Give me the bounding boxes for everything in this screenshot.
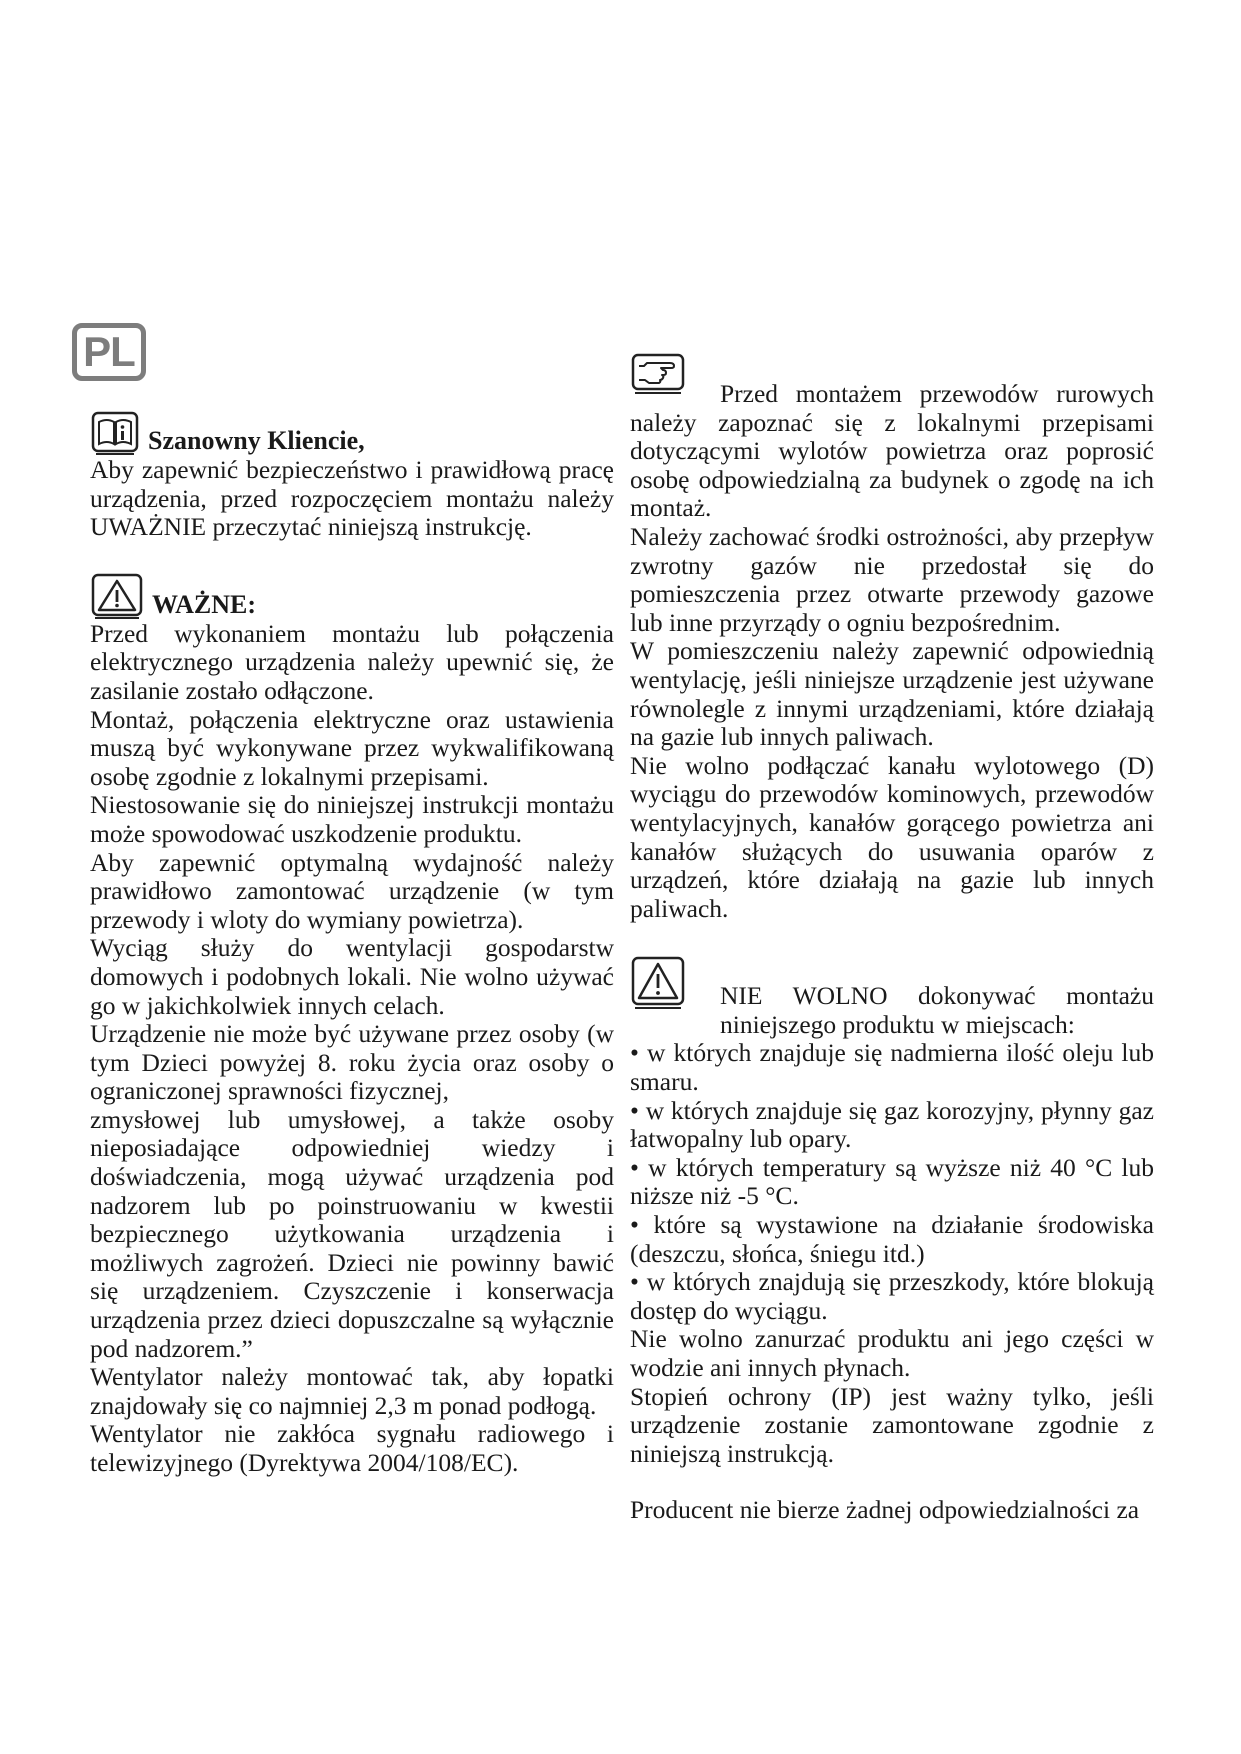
note-paragraph: W pomieszczeniu należy zapewnić odpowiednią wentylację, jeśli niniejsze urządzenie jest używane równolegle z innymi urządzeniami, które działają na gazie lub innych paliwach. [630,636,1154,752]
warning-bullet: • w których znajduje się gaz korozyjny, płynny gaz łatwopalny lub opary. [630,1095,1154,1154]
warning-bullet: • w których znajdują się przeszkody, które blokują dostęp do wyciągu. [630,1267,1154,1325]
manual-info-icon [90,410,140,456]
important-paragraph: Montaż, połączenia elektryczne oraz ustawienia muszą być wykonywane przez wykwalifikowaną osobę zgodnie z lokalnymi przepisami. [90,704,614,791]
important-paragraph: Przed wykonaniem montażu lub połączenia elektrycznego urządzenia należy upewnić się, że zasilanie zostało odłączone. [90,618,614,705]
note-section [630,380,1154,923]
note-paragraph: Przed montażem przewodów rurowych należy zapoznać się z lokalnymi przepisami dotyczącymi wylotów powietrza oraz poprosić osobę odpowiedzialną za budynek o zgodę na ich montaż. [630,379,1154,523]
important-paragraph: Niestosowanie się do niniejszej instrukcji montażu może spowodować uszkodzenie produktu. [90,790,614,848]
note-paragraph: Nie wolno podłączać kanału wylotowego (D) wyciągu do przewodów kominowych, przewodów wentylacyjnych, kanałów gorącego powietrza ani kanałów służących do usuwania oparów z urządzeń, które działają na gazie lub innych paliwach. [630,750,1154,923]
important-heading-row [90,572,614,620]
important-paragraph: Wyciąg służy do wentylacji gospodarstw domowych i podobnych lokali. Nie wolno używać go w jakichkolwiek innych celach. [90,933,614,1020]
warning-bullet: • w których znajduje się nadmierna ilość oleju lub smaru. [630,1038,1154,1097]
important-paragraph: Urządzenie nie może być używane przez osoby (w tym Dzieci powyżej 8. roku życia oraz osoby o ograniczonej sprawności fizycznej, [90,1019,614,1106]
greeting-heading-row [90,410,614,456]
important-heading: WAŻNE: [152,590,257,620]
right-column [630,380,1154,1525]
important-paragraph: Wentylator należy montować tak, aby łopatki znajdowały się co najmniej 2,3 m ponad podłogą. [90,1362,614,1420]
greeting-heading: Szanowny Kliencie, [148,426,365,456]
language-badge: PL [72,323,146,381]
warning-bullet: • które są wystawione na działanie środowiska (deszczu, słońca, śniegu itd.) [630,1210,1154,1268]
warning-bullet: • w których temperatury są wyższe niż 40 °C lub niższe niż -5 °C. [630,1152,1154,1211]
note-paragraph: Należy zachować środki ostrożności, aby przepływ zwrotny gazów nie przedostał się do pomieszczenia przez otwarte przewody gazowe lub inne przyrządy o ogniu bezpośrednim. [630,521,1154,637]
important-paragraph: zmysłowej lub umysłowej, a także osoby nieposiadające odpowiedniej wiedzy i doświadczenia, mogą używać urządzenia pod nadzorem lub po poinstruowaniu w kwestii bezpiecznego użytkowania urządzenia i możliwych zagrożeń. Dzieci nie powinny bawić się urządzeniem. Czyszczenie i konserwacja urządzenia przez dzieci dopuszczalne są wyłącznie pod nadzorem.” [90,1104,614,1363]
warning-section [630,955,1154,1468]
warning-intro: NIE WOLNO dokonywać montażu niniejszego produktu w miejscach: [720,981,1154,1039]
warning-icon [90,572,144,620]
important-paragraph: Aby zapewnić optymalną wydajność należy prawidłowo zamontować urządzenie (w tym przewody i wloty do wymiany powietrza). [90,847,614,934]
important-paragraph: Wentylator nie zakłóca sygnału radiowego i telewizyjnego (Dyrektywa 2004/108/EC). [90,1419,614,1477]
closing-line: Producent nie bierze żadnej odpowiedzialności za [630,1495,1140,1525]
warning-paragraph: Stopień ochrony (IP) jest ważny tylko, jeśli urządzenie zostanie zamontowane zgodnie z niniejszą instrukcją. [630,1381,1154,1468]
warning-paragraph: Nie wolno zanurzać produktu ani jego części w wodzie ani innych płynach. [630,1324,1154,1382]
greeting-text: Aby zapewnić bezpieczeństwo i prawidłową pracę urządzenia, przed rozpoczęciem montażu należy UWAŻNIE przeczytać niniejszą instrukcję. [90,455,614,542]
left-column [90,410,614,1478]
pointing-hand-icon [630,352,686,396]
warning-icon [630,955,686,1011]
